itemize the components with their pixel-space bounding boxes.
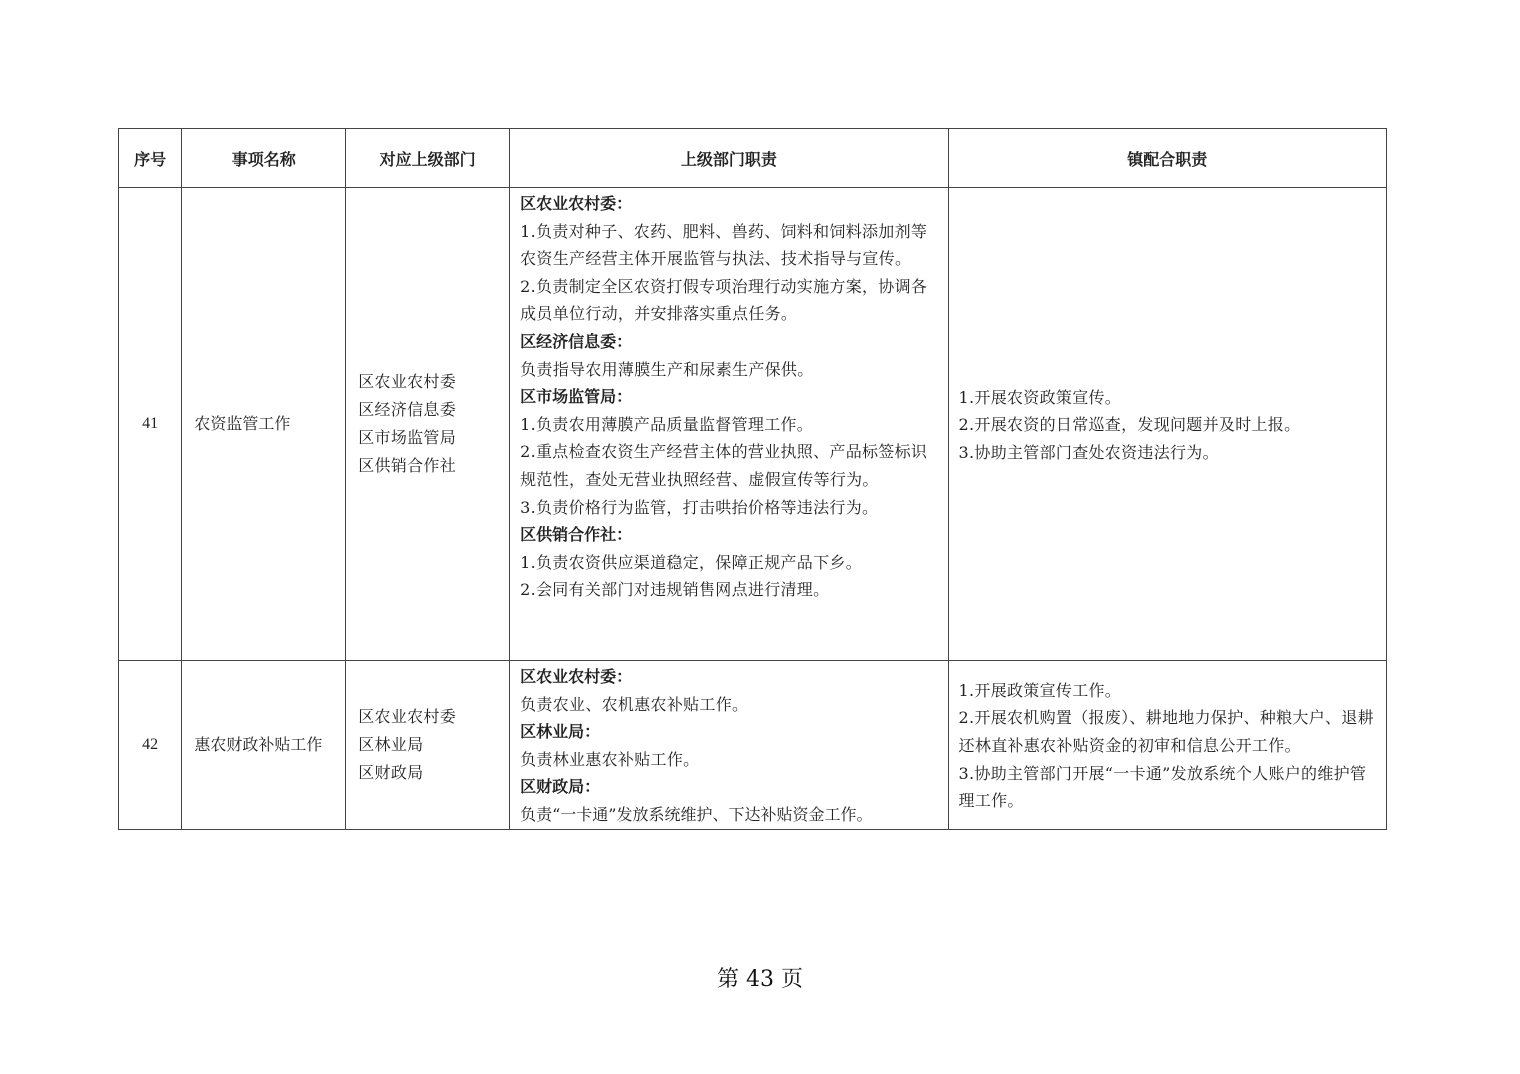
duty-item: 2.负责制定全区农资打假专项治理行动实施方案，协调各成员单位行动，并安排落实重点任务。 <box>520 276 928 324</box>
duty-dept-heading: 区经济信息委： <box>520 331 633 351</box>
dept-name: 区农业农村委 <box>358 706 457 726</box>
duty-item: 1.负责对种子、农药、肥料、兽药、饲料和饲料添加剂等农资生产经营主体开展监管与执法、技术指导与宣传。 <box>520 221 928 269</box>
row-upper-duties <box>510 188 948 661</box>
row-item-name: 惠农财政补贴工作 <box>182 661 346 830</box>
duty-item: 3.负责价格行为监管，打击哄抬价格等违法行为。 <box>520 497 879 517</box>
town-duty-item: 1.开展政策宣传工作。 <box>958 680 1122 700</box>
duty-item: 1.负责农用薄膜产品质量监督管理工作。 <box>520 414 814 434</box>
town-duty-item: 2.开展农资的日常巡查，发现问题并及时上报。 <box>958 415 1301 435</box>
page-number: 第 43 页 <box>717 967 803 992</box>
town-duty-item: 3.协助主管部门开展“一卡通”发放系统个人账户的维护管理工作。 <box>958 763 1367 811</box>
row-serial-no: 42 <box>119 661 182 830</box>
row-upper-duties <box>510 661 948 830</box>
town-duty-item: 2.开展农机购置（报废）、耕地地力保护、种粮大户、退耕还林直补惠农补贴资金的初审和信息公开工作。 <box>958 708 1374 755</box>
table-row <box>119 661 1387 830</box>
dept-name: 区经济信息委 <box>358 400 457 419</box>
row-item-name: 农资监管工作 <box>182 188 346 661</box>
town-duty-item: 1.开展农资政策宣传。 <box>958 387 1122 407</box>
duty-item: 负责农业、农机惠农补贴工作。 <box>520 694 749 714</box>
duty-item: 负责“一卡通”发放系统维护、下达补贴资金工作。 <box>520 804 873 824</box>
row-town-duties <box>948 188 1386 661</box>
header-item-name: 事项名称 <box>182 129 346 188</box>
header-upper-duties: 上级部门职责 <box>510 129 948 188</box>
row-upper-departments <box>346 188 510 661</box>
row-serial-no: 41 <box>119 188 182 661</box>
dept-name: 区农业农村委 <box>358 372 457 391</box>
header-upper-department: 对应上级部门 <box>346 129 510 188</box>
header-town-duties: 镇配合职责 <box>948 129 1386 188</box>
duty-dept-heading: 区财政局： <box>520 777 601 797</box>
table-row <box>119 188 1387 661</box>
duty-item: 2.会同有关部门对违规销售网点进行清理。 <box>520 580 830 600</box>
row-upper-departments <box>346 661 510 830</box>
duty-table <box>118 128 1387 830</box>
duty-item: 1.负责农资供应渠道稳定，保障正规产品下乡。 <box>520 552 862 572</box>
duty-item: 负责指导农用薄膜生产和尿素生产保供。 <box>520 359 814 379</box>
town-duty-item: 3.协助主管部门查处农资违法行为。 <box>958 442 1219 462</box>
duty-dept-heading: 区农业农村委： <box>520 667 633 686</box>
dept-name: 区林业局 <box>358 734 424 754</box>
duty-item: 2.重点检查农资生产经营主体的营业执照、产品标签标识规范性，查处无营业执照经营、虚假宣传等行为。 <box>520 442 928 489</box>
duty-dept-heading: 区市场监管局： <box>520 387 633 407</box>
dept-name: 区市场监管局 <box>358 428 457 447</box>
dept-name: 区财政局 <box>358 762 424 782</box>
dept-name: 区供销合作社 <box>358 456 457 475</box>
duty-dept-heading: 区供销合作社： <box>520 525 633 545</box>
duty-dept-heading: 区农业农村委： <box>520 194 633 213</box>
duty-dept-heading: 区林业局： <box>520 722 601 742</box>
duty-item: 负责林业惠农补贴工作。 <box>520 749 700 769</box>
header-serial-no: 序号 <box>119 129 182 188</box>
row-town-duties <box>948 661 1386 830</box>
table-header-row <box>119 129 1387 188</box>
